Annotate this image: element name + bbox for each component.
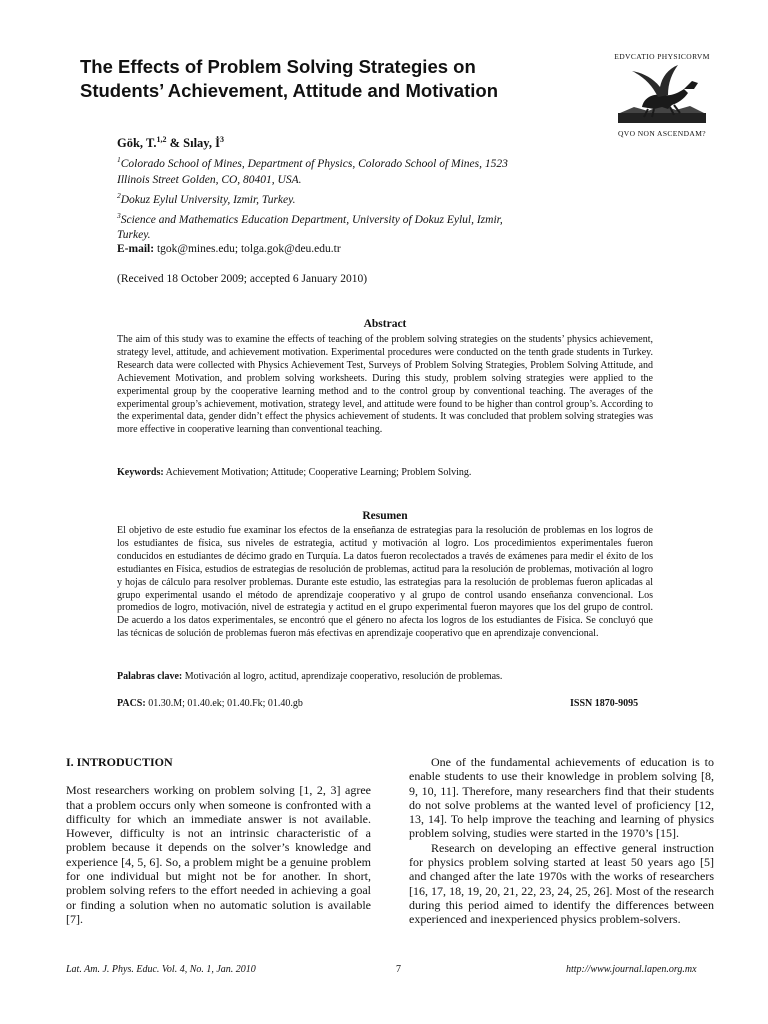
email-value[interactable]: tgok@mines.edu; tolga.gok@deu.edu.tr [154, 243, 341, 255]
abstract-body: The aim of this study was to examine the effects of teaching of the problem solving strategies on the students’ physics achievement, strategy level, attitude, and achievement motivation. Experimental procedures were conducted on the tenth grade students in Turkey. Research data were collected with Physics Achievement Test, Surveys of Problem Solving Strategies, Problem Solving Attitude, and Achievement Motivation, and problem solving worksheets. During this study, problem solving strategies were applied to the experimental group by the cooperative learning method and to the control group by conventional teaching. The averages of the experimental group’s achievement, motivation, strategy level, and attitude were found to be higher than control group’s. According to the experimental data, gender didn’t effect the physics achievement of students. It was concluded that problem solving strategies was more effective in cooperative learning than conventional teaching. [117, 334, 653, 436]
section-heading-introduction: I. INTRODUCTION [66, 755, 173, 769]
intro-paragraph-2: One of the fundamental achievements of education is to enable students to use their knowledge in problem solving [8, 9, 10, 11]. Therefore, many researchers find that their students do not solve problems at the wanted level of proficiency [12, 13, 14]. To help improve the teaching and learning of physics problem solving, studies were started in the 1970’s [15]. [409, 755, 714, 841]
received-dates: (Received 18 October 2009; accepted 6 January 2010) [117, 273, 368, 285]
abstract-heading: Abstract [363, 318, 407, 330]
affiliation-3: $^3$Science and Mathematics Education Department, University of Dokuz Eylul, Izmir, Turkey. [117, 210, 503, 242]
journal-emblem [604, 52, 720, 138]
author-2-affil: 3 [219, 135, 224, 144]
resumen-heading: Resumen [362, 510, 408, 522]
keywords-value: Achievement Motivation; Attitude; Cooperative Learning; Problem Solving. [163, 467, 472, 478]
affiliation-2: $^2$Dokuz Eylul University, Izmir, Turkey. [117, 190, 296, 206]
intro-paragraph-1: Most researchers working on problem solving [1, 2, 3] agree that a problem occurs only when someone is confronted with a difficulty for which an immediate answer is not available. However, difficulty is not an intrinsic characteristic of a problem because it depends on the solver’s knowledge and experience [4, 5, 6]. So, a problem might be a genuine problem for one individual but might not be for another. In short, problem solving refers to the effort needed in achieving a goal or finding a solution when no automatic solution is available [7]. [66, 783, 371, 926]
resumen-body: El objetivo de este estudio fue examinar los efectos de la enseñanza de estrategias para la resolución de problemas en los logros de los estudiantes de física, sus niveles de estrategia, actitud y motivación al logro. Los procedimientos experimentales fueron conducidos en estudiantes de décimo grado en Turquía. La datos fueron recolectados a través de exámenes para medir el éxito de los estudiantes en Física, estudios de estrategias de resolución de problemas, actitud para la resolución de problemas, motivación al logro y hojas de cálculo para resolver problemas. Durante este estudio, las estrategias para la resolución de problemas fueron aplicadas al grupo experimental usando el método de aprendizaje cooperativo y al grupo de control usando enseñanza convencional. Los promedios de logro, motivación, nivel de estrategia y actitud en el grupo experimental fueron mayores que los del grupo de control. De acuerdo a los datos experimentales, se encontró que el género no afecta los logros de los estudiantes de Física. Se concluyó que las técnicas de solución de problemas fueron más efectivas en aprendizaje cooperativo que en aprendizaje convencional. [117, 525, 653, 640]
pacs-label: PACS: [117, 698, 146, 709]
keywords-label: Keywords: [117, 467, 164, 478]
emblem-motto-bottom: QVO NON ASCENDAM? [617, 129, 707, 138]
issn: ISSN 1870-9095 [570, 698, 639, 709]
palabras-clave-value: Motivación al logro, actitud, aprendizaje cooperativo, resolución de problemas. [182, 671, 503, 682]
column-left [66, 755, 371, 926]
abstract-keywords [117, 467, 653, 478]
column-right [409, 755, 714, 927]
footer-page-number: 7 [396, 964, 401, 975]
palabras-clave-label: Palabras clave: [117, 671, 183, 682]
author-1: Gök, T. [117, 136, 157, 151]
email-label: E-mail: [117, 243, 155, 255]
footer-url[interactable]: http://www.journal.lapen.org.mx [566, 964, 697, 975]
affiliations [117, 152, 537, 243]
contact-email [117, 243, 341, 255]
author-2: Sılay, İ [183, 136, 220, 151]
resumen-keywords [117, 671, 653, 682]
footer-journal: Lat. Am. J. Phys. Educ. Vol. 4, No. 1, Jan. 2010 [66, 964, 256, 975]
intro-paragraph-3: Research on developing an effective general instruction for physics problem solving started at least 50 years ago [5] and changed after the late 1970s with the works of researchers [16, 17, 18, 19, 20, 21, 22, 23, 24, 25, 26]. Most of the research during this period aimed to identify the differences between experienced and inexperienced physics problem-solvers. [409, 840, 714, 927]
affiliation-1: $^1$Colorado School of Mines, Department of Physics, Colorado School of Mines, 1523 Illinois Street Golden, CO, 80401, USA. [117, 155, 508, 186]
emblem-motto-top: EDVCATIO PHYSICORVM [614, 52, 710, 61]
paper-title: The Effects of Problem Solving Strategies on Students’ Achievement, Attitude and Motivation [80, 56, 498, 101]
author-separator: & [166, 136, 184, 151]
pacs-value: 01.30.M; 01.40.ek; 01.40.Fk; 01.40.gb [145, 698, 303, 709]
pegasus-emblem-icon [614, 63, 710, 127]
pacs-codes [117, 698, 303, 709]
author-1-affil: 1,2 [156, 135, 167, 144]
author-line [117, 135, 224, 151]
